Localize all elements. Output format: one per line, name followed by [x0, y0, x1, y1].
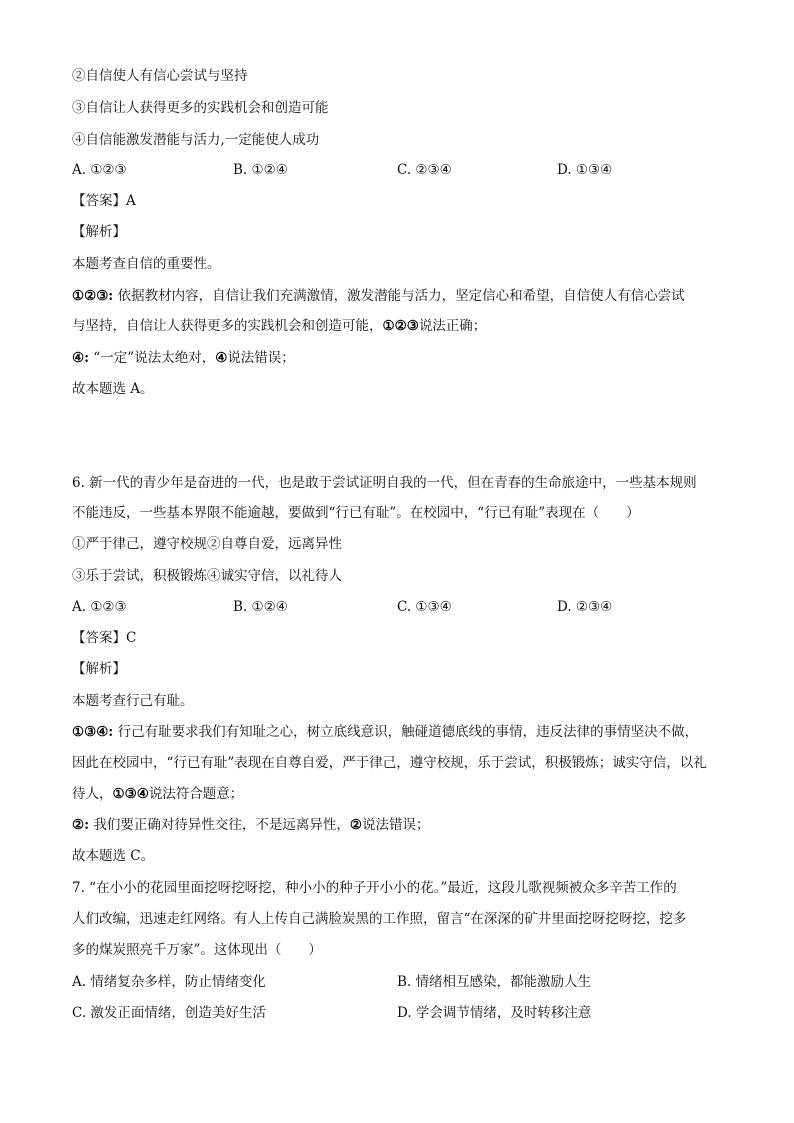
q5-explanation-1	[72, 286, 685, 306]
q6-exp1-text-3b: 说法符合题意；	[148, 786, 244, 802]
q5-conclusion: 故本题选 A。	[72, 381, 154, 397]
q7-stem-3: 多的煤炭照亮千万家”。这体现出（ ）	[72, 942, 322, 958]
q7-option-a: A. 情绪复杂多样，防止情绪变化	[72, 974, 266, 990]
q7-option-c: C. 激发正面情绪，创造美好生活	[72, 1005, 266, 1021]
q5-item-4: ④自信能激发潜能与活力,一定能使人成功	[72, 132, 320, 148]
q7-stem-1: 7. “在小小的花园里面挖呀挖呀挖，种小小的种子开小小的花。”最近，这段儿歌视频被众多辛苦工作的	[72, 880, 677, 896]
q6-option-a: A. ①②③	[72, 599, 127, 615]
q6-answer: 【答案】C	[72, 630, 137, 646]
q6-option-b: B. ①②④	[233, 599, 288, 615]
q5-exp1-key-2: ①②③	[382, 318, 419, 334]
q5-exp1-text: 依据教材内容，自信让我们充满激情，激发潜能与活力，坚定信心和希望，自信使人有信心尝试	[117, 288, 685, 304]
q5-explanation-1-cont	[72, 316, 486, 336]
q6-explanation-1-cont-2	[72, 784, 243, 804]
q6-topic: 本题考查行己有耻。	[72, 693, 194, 709]
q5-analysis-label: 【解析】	[72, 224, 126, 240]
q6-item-1: ①严于律己，遵守校规②自尊自爱，远离异性	[72, 536, 342, 552]
q6-exp1-key-3: ①③④	[112, 786, 149, 802]
q5-topic: 本题考查自信的重要性。	[72, 256, 221, 272]
q6-stem-1: 6. 新一代的青少年是奋进的一代，也是敢于尝试证明自我的一代，但在青春的生命旅途中，一些基本规则	[72, 475, 697, 491]
q5-exp1-text-2b: 说法正确；	[418, 318, 487, 334]
q5-option-d: D. ①③④	[557, 162, 613, 178]
q7-stem-2: 人们改编，迅速走红网络。有人上传自己满脸炭黑的工作照，留言“在深深的矿井里面挖呀挖呀挖，挖多	[72, 911, 687, 927]
q6-exp2-text-a: 我们要正确对待异性交往，不是远离异性，	[93, 817, 350, 833]
q6-option-d: D. ②③④	[557, 599, 613, 615]
q5-option-b: B. ①②④	[233, 162, 288, 178]
q6-option-c: C. ①③④	[397, 599, 452, 615]
q6-exp1-text-3a: 待人，	[72, 786, 113, 802]
q5-exp2-text-b: 说法错误；	[227, 350, 295, 366]
q5-exp1-key: ①②③:	[72, 288, 114, 304]
q6-explanation-1	[72, 722, 698, 742]
q6-item-2: ③乐于尝试，积极锻炼④诚实守信，以礼待人	[72, 568, 342, 584]
q5-item-3: ③自信让人获得更多的实践机会和创造可能	[72, 100, 329, 116]
q6-conclusion: 故本题选 C。	[72, 848, 155, 864]
q5-answer: 【答案】A	[72, 193, 136, 209]
q7-option-b: B. 情绪相互感染，都能激励人生	[397, 974, 592, 990]
q6-exp1-key: ①③④:	[72, 724, 114, 740]
q6-exp2-key: ②:	[72, 817, 90, 833]
q6-analysis-label: 【解析】	[72, 661, 126, 677]
q5-explanation-2	[72, 348, 295, 368]
q6-explanation-2	[72, 815, 430, 835]
q6-exp1-text: 行己有耻要求我们有知耻之心，树立底线意识，触碰道德底线的事情，违反法律的事情坚决不做，	[117, 724, 699, 740]
q5-exp2-text-a: “一定”说法太绝对，	[93, 350, 216, 366]
q5-exp1-text-2a: 与坚持，自信让人获得更多的实践机会和创造可能，	[72, 318, 383, 334]
q5-option-c: C. ②③④	[397, 162, 452, 178]
q7-option-d: D. 学会调节情绪，及时转移注意	[397, 1005, 592, 1021]
q6-stem-2: 不能违反，一些基本界限不能逾越，要做到“行已有耻”。在校园中，“行已有耻”表现在（ ）	[72, 505, 640, 521]
q6-explanation-1-cont: 因此在校园中，“行已有耻”表现在自尊自爱，严于律己，遵守校规，乐于尝试，积极锻炼；诚实守信，以礼	[72, 755, 707, 771]
q5-item-2: ②自信使人有信心尝试与坚持	[72, 68, 248, 84]
q6-exp2-text-b: 说法错误；	[362, 817, 430, 833]
q6-exp2-key-2: ②	[349, 817, 362, 833]
q5-exp2-key: ④:	[72, 350, 90, 366]
q5-exp2-key-2: ④	[215, 350, 228, 366]
q5-option-a: A. ①②③	[72, 162, 127, 178]
